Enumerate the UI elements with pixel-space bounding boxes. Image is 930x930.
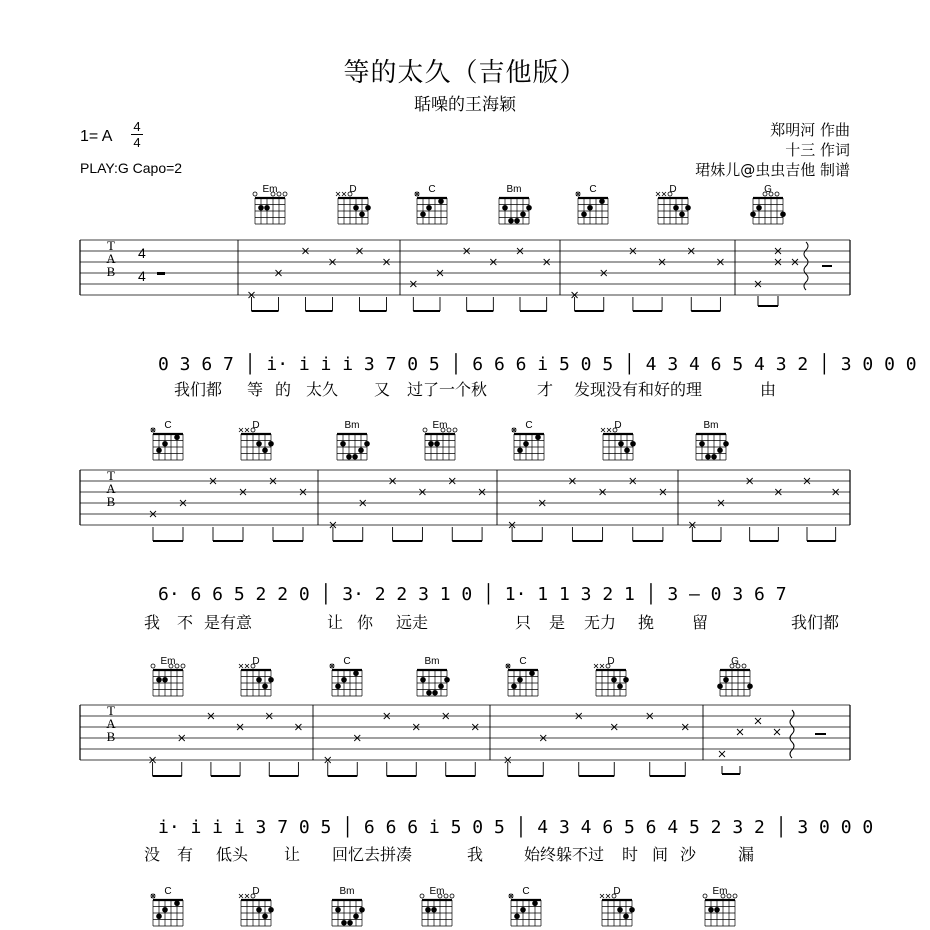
tab-staff xyxy=(80,238,850,295)
finger-dot xyxy=(717,447,723,453)
finger-dot xyxy=(438,683,444,689)
chord-name: Em xyxy=(712,886,728,897)
finger-dot xyxy=(156,913,162,919)
lyric: 无力 xyxy=(583,613,617,632)
finger-dot xyxy=(346,454,352,460)
chord-name: D xyxy=(349,184,357,195)
tab-letter: A xyxy=(106,716,116,731)
finger-dot xyxy=(708,907,714,913)
finger-dot xyxy=(359,907,365,913)
finger-dot xyxy=(420,677,426,683)
finger-dot xyxy=(723,677,729,683)
lyric: 你 xyxy=(356,613,374,632)
lyric: 太久 xyxy=(305,380,339,399)
chord-diagram-D xyxy=(594,656,629,696)
chord-diagram-Em xyxy=(423,420,457,460)
tab-letter: T xyxy=(107,238,115,253)
finger-dot xyxy=(532,900,538,906)
open-string xyxy=(277,192,281,196)
arpeggio-mark xyxy=(790,710,794,758)
composer-credit: 郑明河 作曲 xyxy=(770,121,850,139)
finger-dot xyxy=(262,447,268,453)
chord-diagram-Em xyxy=(253,184,287,224)
finger-dot xyxy=(268,441,274,447)
finger-dot xyxy=(502,205,508,211)
open-string xyxy=(420,894,424,898)
tab-measure xyxy=(150,478,306,541)
finger-dot xyxy=(335,683,341,689)
finger-dot xyxy=(264,205,270,211)
finger-dot xyxy=(511,683,517,689)
tab-letter: A xyxy=(106,481,116,496)
finger-dot xyxy=(428,441,434,447)
chord-diagram-Em xyxy=(703,886,737,926)
strum-measure xyxy=(755,242,832,306)
open-string xyxy=(181,664,185,668)
chord-name: Bm xyxy=(344,420,360,431)
lyric: 间 xyxy=(651,845,669,864)
finger-dot xyxy=(341,677,347,683)
lyricist-credit: 十三 作词 xyxy=(785,141,850,159)
open-string xyxy=(727,894,731,898)
chord-name: C xyxy=(164,420,172,431)
lyric: 才 xyxy=(536,380,554,399)
chord-name: C xyxy=(589,184,597,195)
chord-diagram-D xyxy=(601,420,636,460)
lyric: 沙 xyxy=(679,845,697,864)
finger-dot xyxy=(780,211,786,217)
time-sig-top: 4 xyxy=(133,119,141,134)
finger-dot xyxy=(617,907,623,913)
lyric: 挽 xyxy=(637,613,655,632)
chord-diagram-Bm xyxy=(332,886,365,926)
finger-dot xyxy=(535,434,541,440)
chord-diagram-D xyxy=(656,184,691,224)
finger-dot xyxy=(711,454,717,460)
open-string xyxy=(703,894,707,898)
finger-dot xyxy=(520,907,526,913)
chord-diagram-D xyxy=(239,886,274,926)
finger-dot xyxy=(156,677,162,683)
chord-name: C xyxy=(519,656,527,667)
chord-name: Em xyxy=(160,656,176,667)
chord-name: D xyxy=(669,184,677,195)
open-string xyxy=(253,192,257,196)
chord-name: C xyxy=(164,886,172,897)
time-sig-bottom: 4 xyxy=(133,135,141,150)
finger-dot xyxy=(705,454,711,460)
chord-name: C xyxy=(522,886,530,897)
finger-dot xyxy=(699,441,705,447)
finger-dot xyxy=(432,690,438,696)
finger-dot xyxy=(514,218,520,224)
chord-name: C xyxy=(343,656,351,667)
lyric: 不 xyxy=(176,613,194,632)
tab-staff xyxy=(80,703,850,760)
chord-name: G xyxy=(731,656,739,667)
finger-dot xyxy=(581,211,587,217)
lyric: 回忆去拼凑 xyxy=(331,845,413,864)
finger-dot xyxy=(750,211,756,217)
chord-diagram-D xyxy=(239,420,274,460)
finger-dot xyxy=(756,205,762,211)
finger-dot xyxy=(673,205,679,211)
song-subtitle: 聒噪的王海颖 xyxy=(414,95,516,115)
chord-diagram-C xyxy=(506,656,538,696)
tab-measure xyxy=(410,248,549,311)
finger-dot xyxy=(365,205,371,211)
open-string xyxy=(453,428,457,432)
finger-dot xyxy=(341,920,347,926)
chord-diagram-Bm xyxy=(417,656,450,696)
chord-name: Em xyxy=(262,184,278,195)
lyric: 有 xyxy=(176,845,194,864)
open-string xyxy=(742,664,746,668)
finger-dot xyxy=(426,690,432,696)
finger-dot xyxy=(256,677,262,683)
whole-rest xyxy=(157,272,165,275)
finger-dot xyxy=(714,907,720,913)
chord-name: G xyxy=(764,184,772,195)
tab-letter: B xyxy=(106,494,116,509)
tab-time-sig: 4 xyxy=(138,245,146,261)
chord-name: D xyxy=(252,886,260,897)
finger-dot xyxy=(526,205,532,211)
lyric: 等 xyxy=(246,380,264,399)
finger-dot xyxy=(629,907,635,913)
tab-measure xyxy=(572,248,724,311)
finger-dot xyxy=(258,205,264,211)
lyric: 是有意 xyxy=(203,613,253,632)
tab-letter: T xyxy=(107,703,115,718)
finger-dot xyxy=(685,205,691,211)
chord-diagram-D xyxy=(336,184,371,224)
arpeggio-mark xyxy=(804,242,808,290)
chord-name: D xyxy=(614,420,622,431)
open-string xyxy=(775,192,779,196)
chord-diagram-Bm xyxy=(696,420,729,460)
finger-dot xyxy=(359,211,365,217)
chord-diagram-C xyxy=(330,656,362,696)
finger-dot xyxy=(347,920,353,926)
lyric: 是 xyxy=(548,613,566,632)
open-string xyxy=(733,894,737,898)
finger-dot xyxy=(623,913,629,919)
lyric: 始终躲不过 xyxy=(523,845,605,864)
lyric: 让 xyxy=(283,845,301,864)
lyric: 让 xyxy=(326,613,344,632)
chord-name: Bm xyxy=(506,184,522,195)
chord-diagram-C xyxy=(415,184,447,224)
chord-diagram-G xyxy=(750,184,786,224)
tab-time-sig: 4 xyxy=(138,268,146,284)
open-string xyxy=(423,428,427,432)
chord-name: Em xyxy=(432,420,448,431)
tab-measure xyxy=(330,478,485,541)
chord-name: Bm xyxy=(339,886,355,897)
open-string xyxy=(175,664,179,668)
lyric: 远走 xyxy=(395,613,429,632)
chord-diagram-Bm xyxy=(499,184,532,224)
lyric: 我们都 xyxy=(790,613,840,632)
tab-letter: A xyxy=(106,251,116,266)
chord-name: C xyxy=(525,420,533,431)
lyric: 过了一个秋 xyxy=(406,380,488,399)
chord-diagram-C xyxy=(151,886,183,926)
finger-dot xyxy=(364,441,370,447)
finger-dot xyxy=(426,205,432,211)
finger-dot xyxy=(352,454,358,460)
chord-diagram-C xyxy=(509,886,541,926)
lyric: 低头 xyxy=(215,845,249,864)
finger-dot xyxy=(156,447,162,453)
chord-diagram-Bm xyxy=(337,420,370,460)
finger-dot xyxy=(262,683,268,689)
open-string xyxy=(447,428,451,432)
lyric: 没 xyxy=(143,845,161,864)
finger-dot xyxy=(162,441,168,447)
chord-diagram-Em xyxy=(420,886,454,926)
tab-measure xyxy=(689,478,838,541)
tab-letter: B xyxy=(106,264,116,279)
strum-measure xyxy=(719,710,826,774)
finger-dot xyxy=(747,683,753,689)
tab-measure xyxy=(150,713,302,776)
lyric: 的 xyxy=(274,380,292,399)
finger-dot xyxy=(599,198,605,204)
lyric: 发现没有和好的理 xyxy=(573,380,703,399)
play-capo-info: PLAY:G Capo=2 xyxy=(80,160,183,176)
finger-dot xyxy=(431,907,437,913)
chord-name: D xyxy=(252,420,260,431)
lyric: 由 xyxy=(759,380,777,399)
finger-dot xyxy=(268,677,274,683)
chord-name: Em xyxy=(429,886,445,897)
finger-dot xyxy=(529,670,535,676)
finger-dot xyxy=(517,447,523,453)
open-string xyxy=(283,192,287,196)
chord-name: D xyxy=(613,886,621,897)
finger-dot xyxy=(587,205,593,211)
lyric: 我们都 xyxy=(173,380,223,399)
finger-dot xyxy=(723,441,729,447)
lyric: 只 xyxy=(514,613,532,632)
tab-measure xyxy=(505,713,689,776)
song-title: 等的太久（吉他版） xyxy=(343,58,587,88)
chord-name: C xyxy=(428,184,436,195)
tab-measure xyxy=(249,248,390,311)
tab-letter: T xyxy=(107,468,115,483)
lyric: 留 xyxy=(691,613,709,632)
finger-dot xyxy=(335,907,341,913)
lyric: 我 xyxy=(466,845,484,864)
tab-measure xyxy=(509,478,666,541)
finger-dot xyxy=(438,198,444,204)
finger-dot xyxy=(420,211,426,217)
finger-dot xyxy=(353,670,359,676)
finger-dot xyxy=(630,441,636,447)
finger-dot xyxy=(174,434,180,440)
finger-dot xyxy=(618,441,624,447)
finger-dot xyxy=(268,907,274,913)
numbered-notation: 6· 6 6 5 2 2 0 │ 3· 2 2 3 1 0 │ 1· 1 1 3 2 1 │ 3 — 0 3 6 7 xyxy=(158,584,787,605)
lyric: 又 xyxy=(373,380,391,399)
finger-dot xyxy=(353,205,359,211)
finger-dot xyxy=(162,907,168,913)
chord-diagram-Em xyxy=(151,656,185,696)
finger-dot xyxy=(624,447,630,453)
finger-dot xyxy=(617,683,623,689)
chord-name: Bm xyxy=(703,420,719,431)
numbered-notation: i· i i i 3 7 0 5 │ 6 6 6 i 5 0 5 │ 4 3 4 6 5 6 4 5 2 3 2 │ 3 0 0 0 xyxy=(158,817,874,838)
finger-dot xyxy=(514,913,520,919)
finger-dot xyxy=(358,447,364,453)
finger-dot xyxy=(679,211,685,217)
chord-name: D xyxy=(607,656,615,667)
finger-dot xyxy=(444,677,450,683)
lyric: 漏 xyxy=(737,845,755,864)
finger-dot xyxy=(262,913,268,919)
finger-dot xyxy=(523,441,529,447)
finger-dot xyxy=(623,677,629,683)
finger-dot xyxy=(508,218,514,224)
finger-dot xyxy=(434,441,440,447)
finger-dot xyxy=(517,677,523,683)
chord-name: Bm xyxy=(424,656,440,667)
finger-dot xyxy=(611,677,617,683)
numbered-notation: 0 3 6 7 │ i· i i i 3 7 0 5 │ 6 6 6 i 5 0 5 │ 4 3 4 6 5 4 3 2 │ 3 0 0 0 xyxy=(158,354,917,375)
tab-measure xyxy=(325,713,479,776)
lyric: 我 xyxy=(143,613,161,632)
open-string xyxy=(151,664,155,668)
tab-staff xyxy=(80,468,850,525)
chord-diagram-C xyxy=(512,420,544,460)
finger-dot xyxy=(256,907,262,913)
finger-dot xyxy=(717,683,723,689)
finger-dot xyxy=(425,907,431,913)
finger-dot xyxy=(520,211,526,217)
tab-letter: B xyxy=(106,729,116,744)
chord-diagram-C xyxy=(151,420,183,460)
open-string xyxy=(444,894,448,898)
chord-diagram-D xyxy=(239,656,274,696)
chord-diagram-D xyxy=(600,886,635,926)
finger-dot xyxy=(174,900,180,906)
finger-dot xyxy=(340,441,346,447)
transcriber-credit: 珺妹儿@虫虫吉他 制谱 xyxy=(695,161,850,179)
key-signature: 1= A xyxy=(80,128,113,145)
chord-diagram-C xyxy=(576,184,608,224)
chord-diagram-G xyxy=(717,656,753,696)
chord-name: D xyxy=(252,656,260,667)
lyric: 时 xyxy=(621,845,639,864)
finger-dot xyxy=(162,677,168,683)
open-string xyxy=(450,894,454,898)
finger-dot xyxy=(256,441,262,447)
finger-dot xyxy=(353,913,359,919)
